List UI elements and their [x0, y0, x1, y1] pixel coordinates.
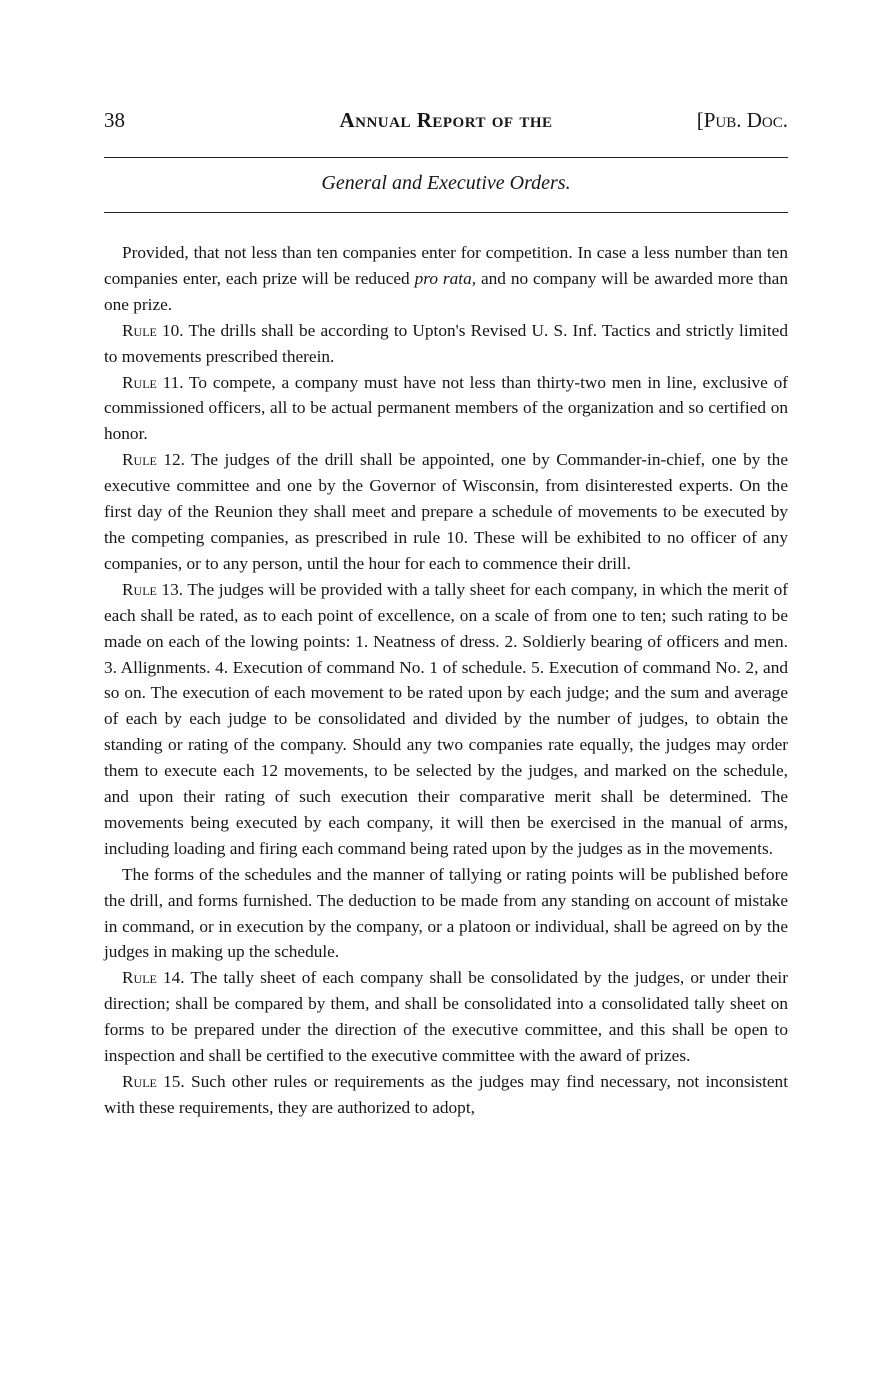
rule-label: Rule [122, 968, 157, 988]
paragraph-provided [104, 240, 788, 318]
page-number: 38 [104, 108, 125, 132]
paragraph-rule-15 [104, 1069, 788, 1121]
paragraph-forms [104, 862, 788, 966]
rule-label: Rule [122, 579, 157, 599]
italic-phrase: pro rata, [414, 268, 477, 288]
paragraph-text: 13. The judges will be provided with a tally sheet for each company, in which the merit of each shall be rated, as to each point of excellence, on a scale of from one to ten; such rating to be made on each of the lowing points: 1. Neatness of dress. 2. Soldierly bearing of officers and men. 3. Allignments. 4. Execution of command No. 1 of schedule. 5. Execution of command No. 2, and so on. The execution of each movement to be rated upon by each judge; and the sum and average of each by each judge to be consolidated and divided by the number of judges, to obtain the standing or rating of the company. Should any two companies rate equally, the judges may order them to execute each 12 movements, to be selected by the judges, and marked on the schedule, and upon their rating of such execution their comparative merit shall be determined. The movements being executed by each company, it will then be exercised in the manual of arms, including loading and firing each command being rated upon by the judges as in the movements. [104, 579, 788, 858]
document-page [104, 0, 788, 1380]
rule-label: Rule [122, 320, 157, 340]
paragraph-rule-13 [104, 577, 788, 862]
paragraph-rule-12 [104, 447, 788, 577]
paragraph-text: 12. The judges of the drill shall be appointed, one by Commander-in-chief, one by the executive committee and one by the Governor of Wisconsin, from disinterested experts. On the first day of the Reunion they shall meet and prepare a schedule of movements to be executed by the competing companies, as prescribed in rule 10. These will be exhibited to no officer of any companies, or to any person, until the hour for each to commence their drill. [104, 450, 788, 573]
paragraph-text: 15. Such other rules or requirements as the judges may find necessary, not inconsistent with these requirements, they are authorized to adopt, [104, 1072, 788, 1117]
paragraph-text: and no company will be awarded more than one prize. [104, 268, 788, 314]
page-header [104, 108, 788, 138]
paragraph-text: 14. The tally sheet of each company shall be consolidated by the judges, or under their direction; shall be compared by them, and shall be consolidated into a consolidated tally sheet on forms to be prepared under the direction of the executive committee, and this shall be open to inspection and shall be certified to the executive committee with the award of prizes. [104, 968, 788, 1066]
running-title: Annual Report of the [339, 108, 553, 132]
paragraph-text: Provided, that not less than ten companies enter for competition. In case a less number than ten companies enter, each prize will be reduced [104, 243, 788, 288]
body-text [104, 240, 788, 1121]
header-divider-top [104, 157, 788, 158]
header-divider-bottom [104, 212, 788, 213]
rule-label: Rule [122, 372, 157, 392]
rule-label: Rule [122, 1072, 157, 1091]
paragraph-rule-11 [104, 370, 788, 448]
paragraph-text: The forms of the schedules and the manner of tallying or rating points will be published before the drill, and forms furnished. The deduction to be made from any standing on account of mistake in command, or in execution by the company, or a platoon or individual, shall be agreed on by the judges in making up the schedule. [104, 864, 788, 962]
section-heading: General and Executive Orders. [321, 172, 571, 194]
paragraph-rule-10 [104, 318, 788, 370]
paragraph-text: 11. To compete, a company must have not less than thirty-two men in line, exclusive of commissioned officers, all to be actual permanent members of the organization and so certified on honor. [104, 372, 788, 444]
paragraph-text: 10. The drills shall be according to Upton's Revised U. S. Inf. Tactics and strictly limited to movements prescribed therein. [104, 320, 788, 366]
rule-label: Rule [122, 450, 157, 470]
document-label: [Pub. Doc. [696, 108, 788, 132]
paragraph-rule-14 [104, 965, 788, 1069]
